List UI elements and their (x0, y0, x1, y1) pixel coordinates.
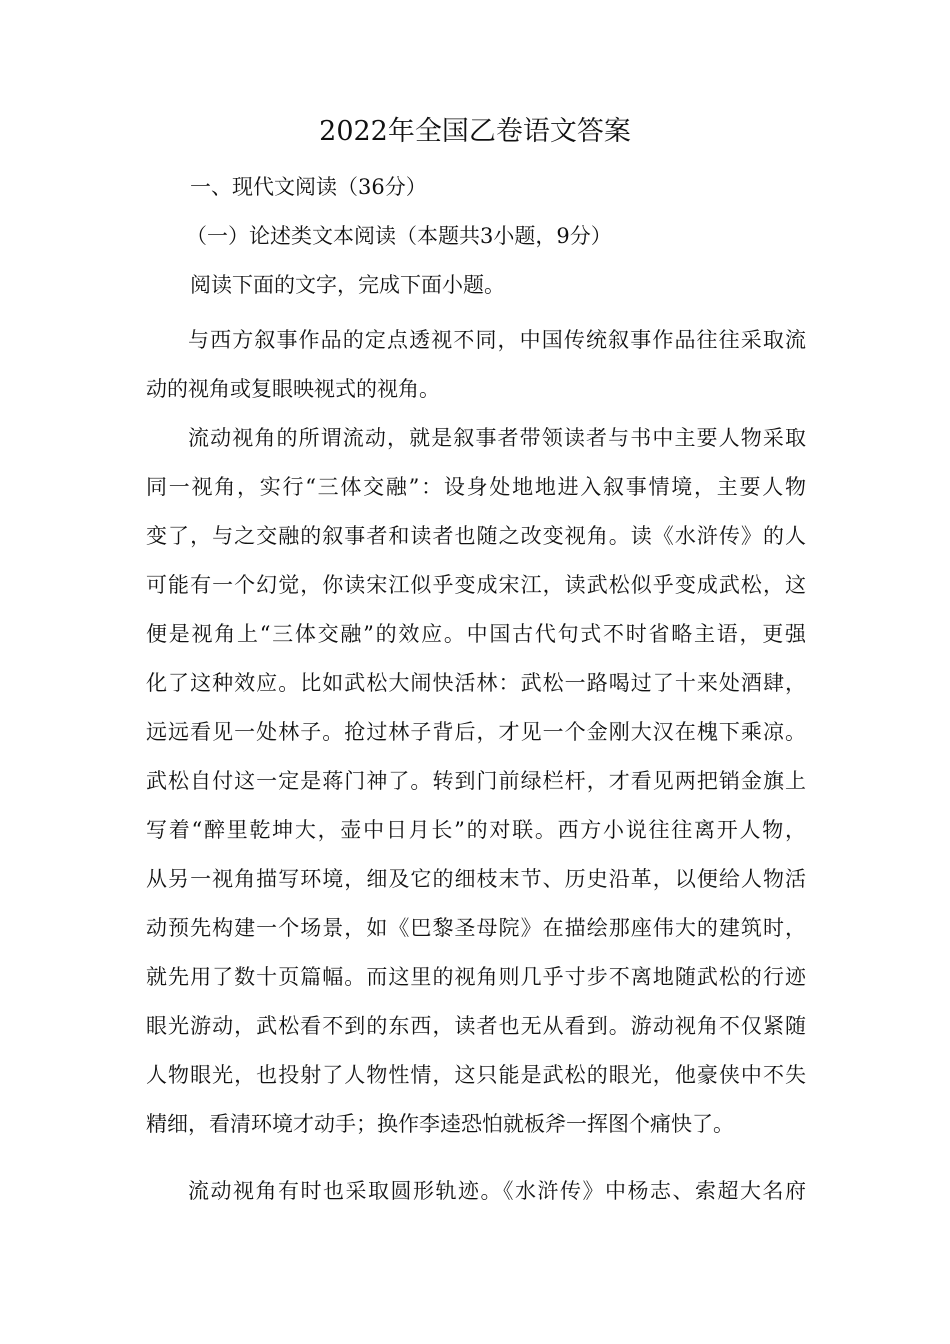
paragraph-1 (146, 316, 806, 414)
paragraph-3 (146, 1167, 806, 1216)
reading-instruction: 阅读下面的文字，完成下面小题。 (190, 273, 505, 297)
paragraph-line: 与西方叙事作品的定点透视不同，中国传统叙事作品往往采取流 (188, 328, 806, 352)
paragraph-line: 流动视角的所谓流动，就是叙事者带领读者与书中主要人物采取 (188, 426, 806, 450)
paragraph-line: 武松自付这一定是蒋门神了。转到门前绿栏杆，才看见两把销金旗上 (146, 769, 806, 793)
paragraph-line: 人物眼光，也投射了人物性情，这只能是武松的眼光，他豪侠中不失 (146, 1063, 806, 1087)
paragraph-line: 便是视角上“三体交融”的效应。中国古代句式不时省略主语，更强 (146, 622, 806, 646)
paragraph-line: 可能有一个幻觉，你读宋江似乎变成宋江，读武松似乎变成武松，这 (146, 573, 806, 597)
paragraph-line: 化了这种效应。比如武松大闹快活林：武松一路喝过了十来处酒肆， (146, 671, 806, 695)
section-heading: 一、现代文阅读（36分） (190, 175, 427, 199)
paragraph-line: 动的视角或复眼映视式的视角。 (146, 377, 440, 401)
paragraph-line: 就先用了数十页篇幅。而这里的视角则几乎寸步不离地随武松的行迹 (146, 965, 806, 989)
paragraph-line: 远远看见一处林子。抢过林子背后，才见一个金刚大汉在槐下乘凉。 (146, 720, 806, 744)
document-title: 2022年全国乙卷语文答案 (319, 116, 631, 147)
paragraph-line: 眼光游动，武松看不到的东西，读者也无从看到。游动视角不仅紧随 (146, 1014, 806, 1038)
paragraph-line: 流动视角有时也采取圆形轨迹。《水浒传》中杨志、索超大名府 (188, 1179, 806, 1203)
subsection-heading: （一）论述类文本阅读（本题共3小题，9分） (186, 224, 612, 248)
paragraph-line: 动预先构建一个场景，如《巴黎圣母院》在描绘那座伟大的建筑时， (146, 916, 806, 940)
paragraph-line: 从另一视角描写环境，细及它的细枝末节、历史沿革，以便给人物活 (146, 867, 806, 891)
paragraph-line: 精细，看清环境才动手；换作李逵恐怕就板斧一挥图个痛快了。 (146, 1112, 734, 1136)
paragraph-line: 变了，与之交融的叙事者和读者也随之改变视角。读《水浒传》的人 (146, 524, 806, 548)
paragraph-line: 写着“醉里乾坤大，壶中日月长”的对联。西方小说往往离开人物， (146, 818, 806, 842)
paragraph-2 (146, 414, 806, 1149)
paragraph-line: 同一视角，实行“三体交融”：设身处地地进入叙事情境，主要人物 (146, 475, 806, 499)
